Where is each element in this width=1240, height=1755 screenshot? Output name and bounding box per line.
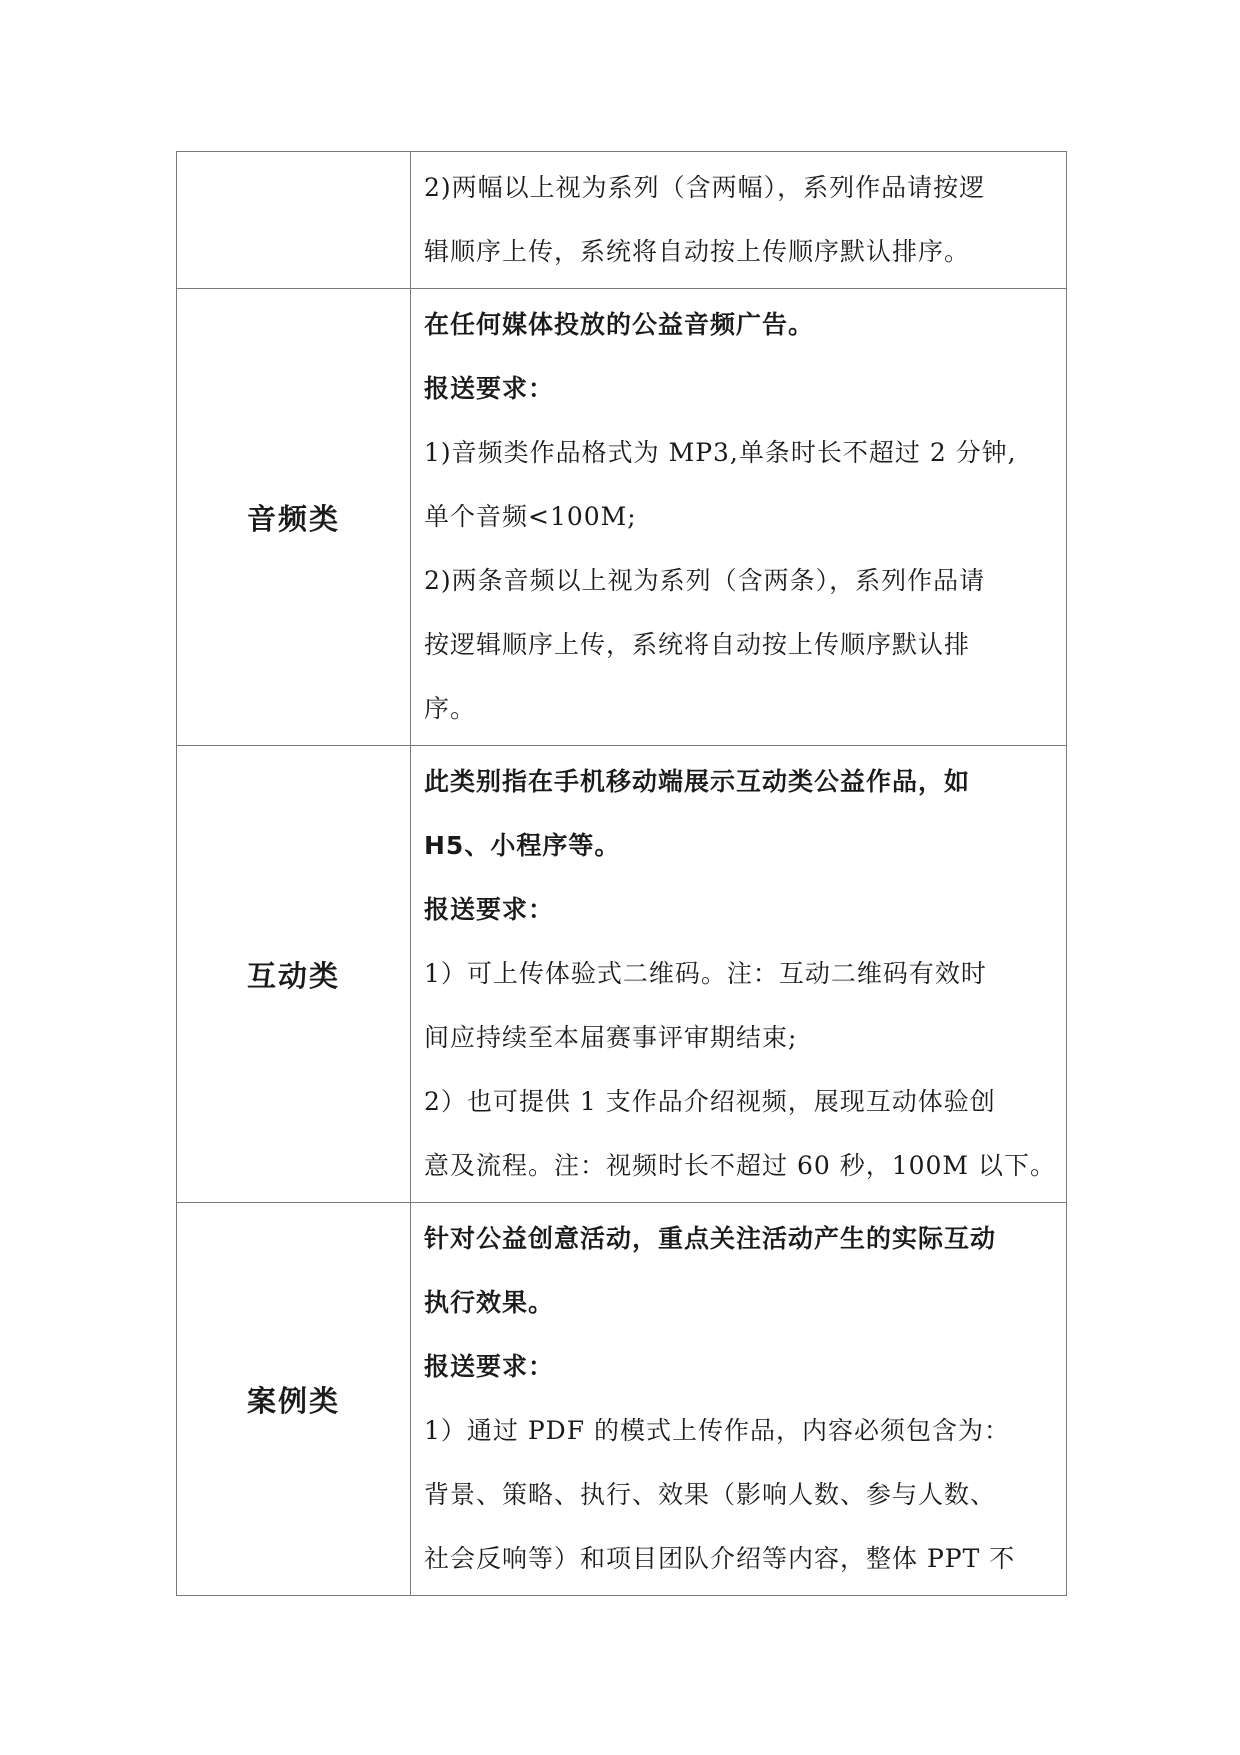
text-line: 按逻辑顺序上传，系统将自动按上传顺序默认排: [424, 630, 971, 659]
text-line: 单个音频<100M;: [424, 502, 637, 531]
text-line: 意及流程。注：视频时长不超过 60 秒，100M 以下。: [424, 1151, 1056, 1180]
text-line: 间应持续至本届赛事评审期结束;: [424, 1023, 798, 1052]
intro-line: 执行效果。: [424, 1288, 555, 1317]
text-line: 背景、策略、执行、效果（影响人数、参与人数、: [424, 1480, 997, 1509]
submission-requirements-table: [176, 151, 1067, 1596]
table-row: [177, 1203, 1067, 1596]
intro-line: H5、小程序等。: [424, 831, 621, 860]
text-line: 1)音频类作品格式为 MP3,单条时长不超过 2 分钟,: [424, 438, 1017, 467]
text-line: 2)两幅以上视为系列（含两幅），系列作品请按逻: [424, 173, 986, 202]
category-cell: 互动类: [177, 746, 411, 1203]
description-cell: [411, 152, 1067, 289]
description-cell: [411, 746, 1067, 1203]
text-line: 社会反响等）和项目团队介绍等内容，整体 PPT 不: [424, 1544, 1016, 1573]
text-line: 2)两条音频以上视为系列（含两条），系列作品请: [424, 566, 986, 595]
category-cell: 案例类: [177, 1203, 411, 1596]
text-line: 1）可上传体验式二维码。注：互动二维码有效时: [424, 959, 987, 988]
text-line: 辑顺序上传，系统将自动按上传顺序默认排序。: [424, 237, 971, 266]
intro-line: 在任何媒体投放的公益音频广告。: [424, 310, 815, 339]
requirement-label: 报送要求：: [424, 374, 555, 403]
intro-line: 针对公益创意活动，重点关注活动产生的实际互动: [424, 1224, 997, 1253]
category-cell: 音频类: [177, 289, 411, 746]
requirement-label: 报送要求：: [424, 895, 555, 924]
description-cell: [411, 1203, 1067, 1596]
category-cell: [177, 152, 411, 289]
table-row: [177, 152, 1067, 289]
text-line: 2）也可提供 1 支作品介绍视频，展现互动体验创: [424, 1087, 996, 1116]
table-row: [177, 746, 1067, 1203]
text-line: 1）通过 PDF 的模式上传作品，内容必须包含为：: [424, 1416, 1011, 1445]
text-line: 序。: [424, 694, 477, 723]
table-row: [177, 289, 1067, 746]
description-cell: [411, 289, 1067, 746]
intro-line: 此类别指在手机移动端展示互动类公益作品，如: [424, 767, 971, 796]
requirement-label: 报送要求：: [424, 1352, 555, 1381]
